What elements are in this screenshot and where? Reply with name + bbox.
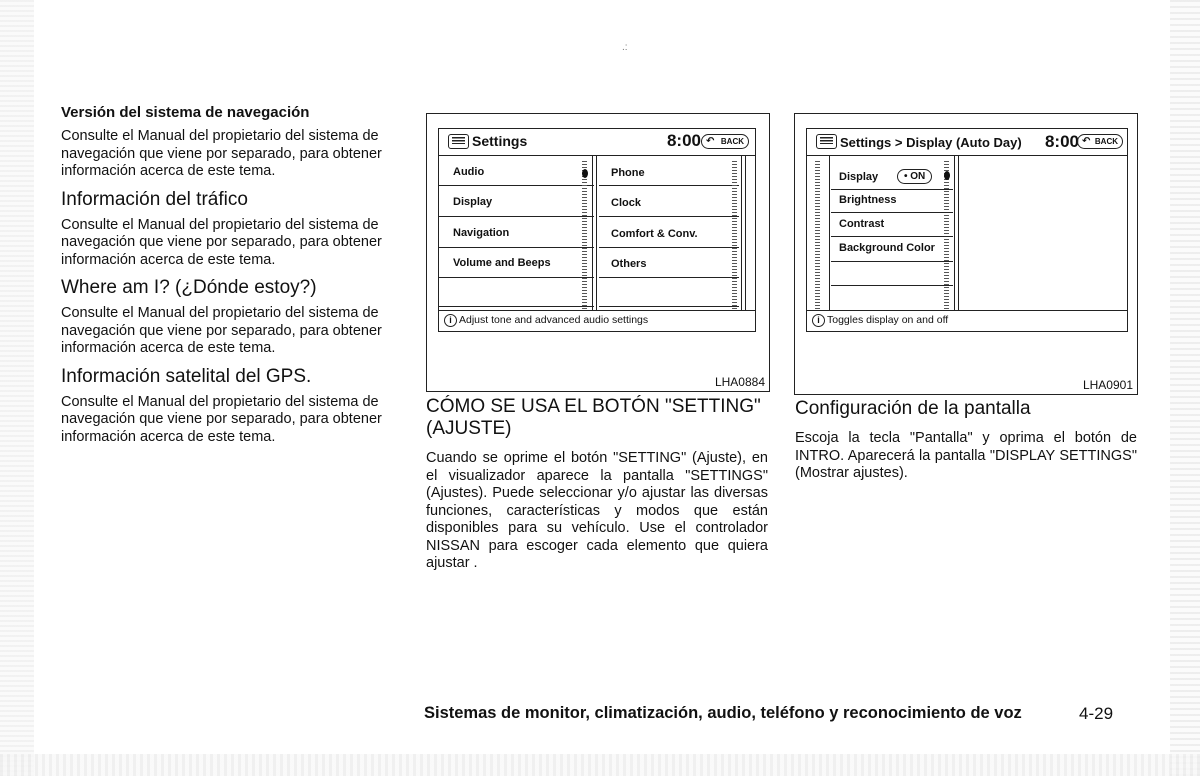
- settings-menu-icon: [816, 134, 837, 149]
- screen-clock: 8:00: [1044, 132, 1079, 151]
- row-divider: [831, 212, 953, 213]
- menu-item-others[interactable]: Others: [611, 258, 647, 270]
- back-button-label: BACK: [1094, 137, 1118, 146]
- figure-settings-screen: [426, 113, 770, 392]
- menu-item-display[interactable]: Display: [453, 196, 493, 208]
- column-divider: [829, 156, 830, 311]
- section-heading-traffic: Información del tráfico: [61, 188, 248, 210]
- scan-edge-right: [1170, 0, 1200, 776]
- figure-display-settings-screen: [794, 113, 1138, 395]
- right-column: [795, 398, 1137, 487]
- info-text: Toggles display on and off: [827, 314, 949, 326]
- row-divider: [599, 306, 739, 307]
- menu-item-background-color[interactable]: Background Color: [839, 242, 935, 254]
- row-divider: [439, 277, 594, 278]
- column-divider: [745, 156, 746, 311]
- row-divider: [599, 277, 739, 278]
- scan-edge-bottom: [0, 754, 1200, 776]
- screen-clock: 8:00: [666, 131, 701, 150]
- settings-screen: [438, 128, 756, 332]
- menu-item-comfort[interactable]: Comfort & Conv.: [611, 228, 698, 240]
- paragraph-traffic: Consulte el Manual del propietario del sistema de navegación que viene por separado, para obtener información acerca de este tema.: [61, 216, 382, 268]
- left-column: [61, 104, 403, 450]
- page-number: 4-29: [1079, 704, 1114, 723]
- menu-item-brightness[interactable]: Brightness: [839, 194, 897, 206]
- paragraph-where-am-i: Consulte el Manual del propietario del sistema de navegación que viene por separado, para obtener información acerca de este tema.: [61, 305, 382, 356]
- scroll-track: [582, 161, 587, 309]
- scroll-knob[interactable]: [944, 171, 950, 180]
- menu-item-volume-beeps[interactable]: Volume and Beeps: [453, 257, 551, 269]
- display-toggle[interactable]: • ON: [897, 169, 932, 184]
- back-button[interactable]: [701, 134, 749, 149]
- paragraph-display-config: Escoja la tecla "Pantalla" y oprima el botón de INTRO. Aparecerá la pantalla "DISPLAY SETTINGS" (Mostrar ajustes).: [795, 430, 1137, 481]
- row-divider: [599, 247, 739, 248]
- scan-mark: .:: [622, 42, 628, 53]
- info-icon: i: [812, 314, 825, 327]
- scroll-track: [732, 161, 737, 309]
- back-arrow-icon: ↶: [1082, 136, 1091, 147]
- screen-title: Settings: [472, 133, 528, 149]
- row-divider: [439, 247, 594, 248]
- column-divider: [596, 156, 597, 311]
- column-divider: [954, 156, 955, 311]
- back-button-label: BACK: [720, 137, 744, 146]
- screen-header: [807, 129, 1127, 156]
- screen-title: Settings > Display (Auto Day): [840, 135, 1022, 150]
- row-divider: [439, 185, 594, 186]
- menu-item-display[interactable]: Display: [839, 171, 879, 183]
- menu-item-audio[interactable]: Audio: [453, 166, 485, 178]
- section-heading-setting-button: CÓMO SE USA EL BOTÓN "SETTING" (AJUSTE): [426, 396, 761, 439]
- row-divider: [439, 216, 594, 217]
- row-divider: [831, 261, 953, 262]
- section-heading-display-config: Configuración de la pantalla: [795, 398, 1031, 419]
- middle-column: [426, 396, 768, 577]
- figure-code: LHA0884: [714, 375, 765, 389]
- info-bar: [439, 310, 755, 331]
- paragraph-nav-version: Consulte el Manual del propietario del sistema de navegación que viene por separado, para obtener información acerca de este tema.: [61, 128, 382, 179]
- info-bar: [807, 310, 1127, 331]
- section-heading-nav-version: Versión del sistema de navegación: [61, 104, 310, 121]
- menu-item-navigation[interactable]: Navigation: [453, 227, 510, 239]
- menu-item-clock[interactable]: Clock: [611, 197, 641, 209]
- paragraph-setting-button: Cuando se oprime el botón "SETTING" (Ajuste), en el visualizador aparece la pantalla "SETTINGS" (Ajustes). Puede seleccionar y/o ajustar las diversas funciones, características y modos que están disponibles para su vehículo. Use el controlador NISSAN para escoger cada elemento que quiera ajustar .: [426, 450, 768, 571]
- info-icon: i: [444, 314, 457, 327]
- display-settings-screen: [806, 128, 1128, 332]
- row-divider: [831, 285, 953, 286]
- footer-title: Sistemas de monitor, climatización, audio, teléfono y reconocimiento de voz: [424, 704, 1022, 722]
- menu-item-phone[interactable]: Phone: [611, 167, 645, 179]
- row-divider: [831, 189, 953, 190]
- scroll-track: [815, 161, 820, 309]
- section-heading-gps: Información satelital del GPS.: [61, 365, 312, 387]
- column-divider: [741, 156, 742, 311]
- row-divider: [599, 216, 739, 217]
- section-heading-where-am-i: Where am I? (¿Dónde estoy?): [61, 277, 317, 298]
- settings-menu-icon: [448, 134, 469, 149]
- scroll-track: [944, 161, 949, 309]
- scan-edge-left: [0, 0, 34, 776]
- menu-item-contrast[interactable]: Contrast: [839, 218, 885, 230]
- back-arrow-icon: ↶: [706, 136, 715, 147]
- column-divider: [592, 156, 593, 311]
- scroll-knob[interactable]: [582, 169, 588, 178]
- row-divider: [599, 185, 739, 186]
- back-button[interactable]: [1077, 134, 1123, 149]
- row-divider: [831, 236, 953, 237]
- column-divider: [958, 156, 959, 311]
- paragraph-gps: Consulte el Manual del propietario del sistema de navegación que viene por separado, para obtener información acerca de este tema.: [61, 393, 382, 445]
- info-text: Adjust tone and advanced audio settings: [459, 314, 649, 326]
- figure-code: LHA0901: [1082, 378, 1133, 392]
- row-divider: [439, 306, 594, 307]
- screen-header: [439, 129, 755, 156]
